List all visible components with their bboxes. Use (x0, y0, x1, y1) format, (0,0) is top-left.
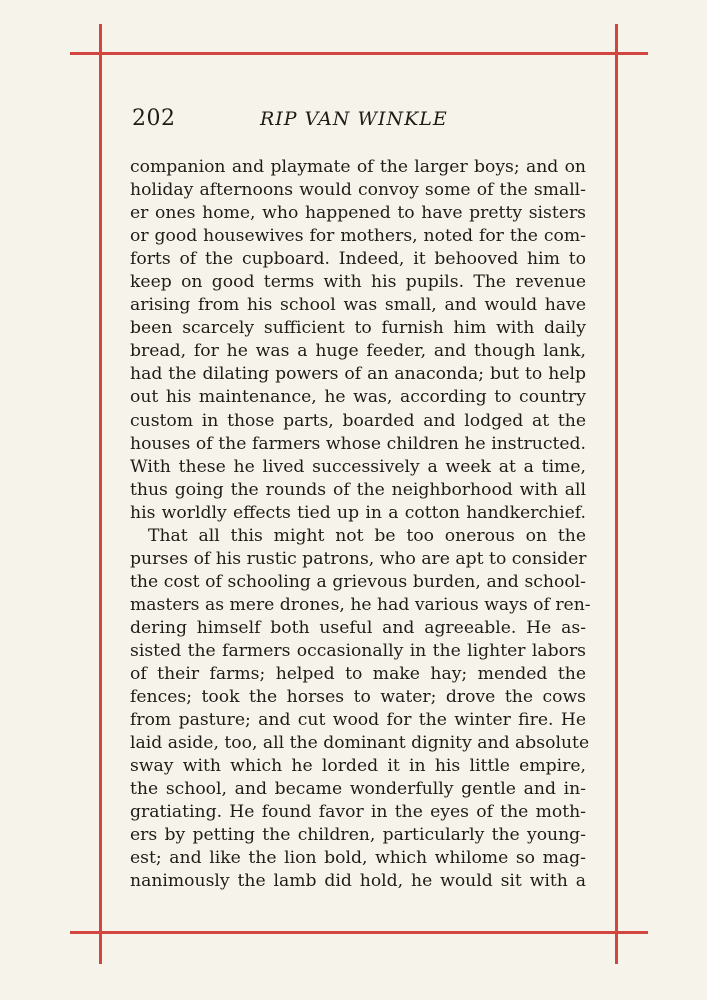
text-line: of their farms; helped to make hay; mended the (130, 664, 586, 685)
bottom-red-rule (70, 931, 648, 934)
text-line: fences; took the horses to water; drove the cows (130, 687, 586, 708)
text-line: With these he lived successively a week at a time, (130, 456, 586, 477)
text-line: holiday afternoons would convoy some of the small- (130, 180, 586, 201)
text-line: purses of his rustic patrons, who are apt to consider (130, 548, 587, 569)
text-line: the cost of schooling a grievous burden, and school- (130, 571, 586, 592)
text-line: bread, for he was a huge feeder, and though lank, (130, 341, 586, 362)
text-line: sway with which he lorded it in his little empire, (130, 756, 586, 777)
text-line: his worldly effects tied up in a cotton handkerchief. (130, 502, 586, 523)
top-red-rule (70, 52, 648, 55)
text-line: nanimously the lamb did hold, he would sit with a (130, 871, 586, 892)
running-head-title: RIP VAN WINKLE (260, 108, 448, 130)
text-line: keep on good terms with his pupils. The revenue (130, 272, 586, 293)
text-line: out his maintenance, he was, according to country (130, 387, 586, 408)
text-line: gratiating. He found favor in the eyes of the moth- (130, 802, 586, 823)
text-line: had the dilating powers of an anaconda; but to help (130, 364, 586, 385)
left-red-rule (99, 24, 102, 964)
page-header (130, 106, 586, 136)
text-line: the school, and became wonderfully gentle and in- (130, 779, 586, 800)
text-line: been scarcely sufficient to furnish him with daily (130, 318, 586, 339)
text-line: thus going the rounds of the neighborhood with all (130, 479, 586, 500)
text-line: er ones home, who happened to have pretty sisters (130, 203, 586, 224)
text-line: from pasture; and cut wood for the winter fire. He (130, 710, 586, 731)
right-red-rule (615, 24, 618, 964)
text-line: sisted the farmers occasionally in the lighter labors (130, 640, 586, 661)
text-line: est; and like the lion bold, which whilome so mag- (130, 848, 586, 869)
text-line: ers by petting the children, particularly the young- (130, 825, 586, 846)
text-line: custom in those parts, boarded and lodged at the (130, 410, 586, 431)
text-line: laid aside, too, all the dominant dignity and absolute (130, 733, 590, 754)
text-line: or good housewives for mothers, noted for the com- (130, 226, 586, 247)
text-line: dering himself both useful and agreeable. He as- (130, 617, 586, 638)
text-line: arising from his school was small, and would have (130, 295, 586, 316)
text-line: houses of the farmers whose children he instructed. (130, 433, 586, 454)
paragraph-start-line: That all this might not be too onerous on the (148, 525, 586, 546)
body-text (130, 156, 591, 894)
text-line: companion and playmate of the larger boys; and on (130, 157, 586, 177)
page-number: 202 (132, 106, 176, 131)
text-line: forts of the cupboard. Indeed, it behooved him to (130, 249, 586, 270)
text-line: masters as mere drones, he had various ways of ren- (130, 594, 591, 615)
